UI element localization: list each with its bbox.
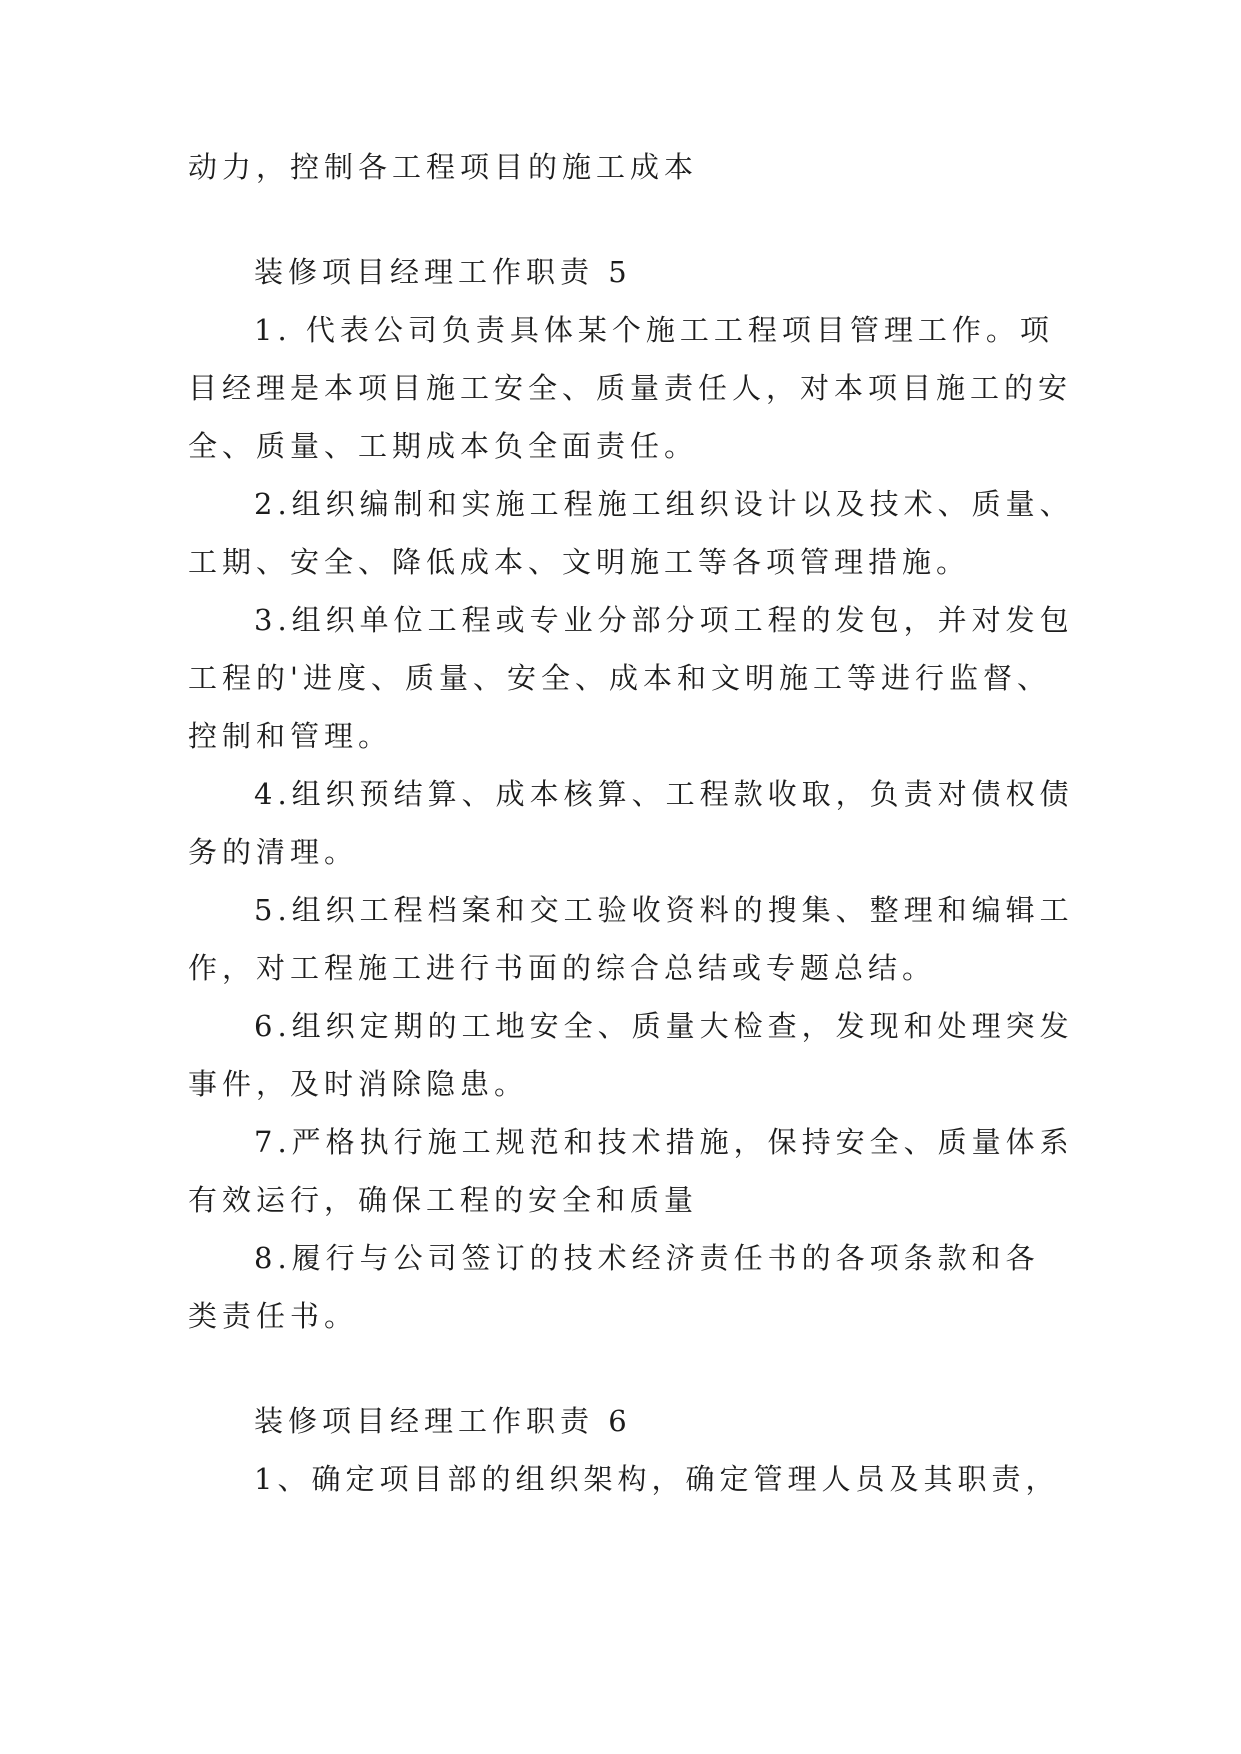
text-line: 2.组织编制和实施工程施工组织设计以及技术、质量、 [254,487,1074,521]
text-line: 事件，及时消除隐患。 [188,1067,529,1101]
text-line: 6.组织定期的工地安全、质量大检查，发现和处理突发 [254,1009,1074,1043]
section-heading: 装修项目经理工作职责 6 [254,1404,632,1438]
text-line: 1、确定项目部的组织架构，确定管理人员及其职责， [254,1462,1060,1496]
text-line: 工期、安全、降低成本、文明施工等各项管理措施。 [188,545,971,579]
text-line: 1. 代表公司负责具体某个施工工程项目管理工作。项 [254,313,1054,347]
text-line: 动力，控制各工程项目的施工成本 [188,150,699,184]
section-heading: 装修项目经理工作职责 5 [254,255,632,289]
text-line: 务的清理。 [188,835,359,869]
text-line: 7.严格执行施工规范和技术措施，保持安全、质量体系 [254,1125,1074,1159]
text-line: 8.履行与公司签订的技术经济责任书的各项条款和各 [254,1241,1040,1275]
text-line: 3.组织单位工程或专业分部分项工程的发包，并对发包 [254,603,1074,637]
text-line: 全、质量、工期成本负全面责任。 [188,429,699,463]
text-line: 目经理是本项目施工安全、质量责任人，对本项目施工的安 [188,371,1073,405]
text-line: 作，对工程施工进行书面的综合总结或专题总结。 [188,951,937,985]
text-line: 5.组织工程档案和交工验收资料的搜集、整理和编辑工 [254,893,1074,927]
text-line: 类责任书。 [188,1299,359,1333]
text-line: 4.组织预结算、成本核算、工程款收取，负责对债权债 [254,777,1074,811]
text-line: 有效运行，确保工程的安全和质量 [188,1183,699,1217]
text-line: 工程的'进度、质量、安全、成本和文明施工等进行监督、 [188,661,1051,695]
text-line: 控制和管理。 [188,719,393,753]
